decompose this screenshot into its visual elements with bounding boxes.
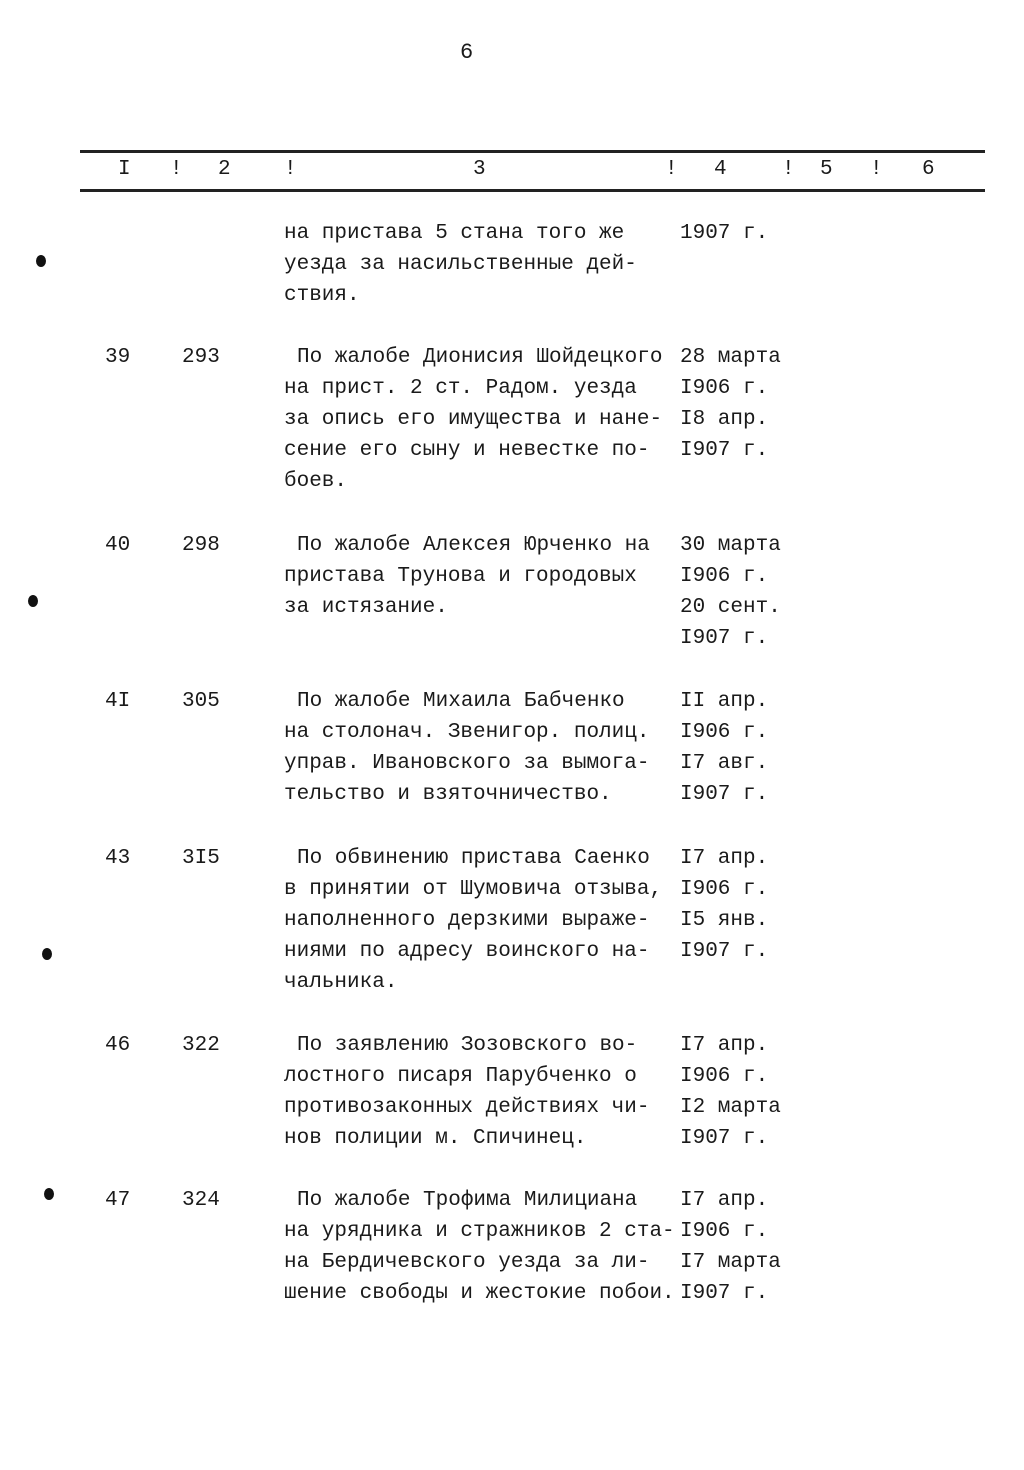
file-number: 3I5	[182, 847, 220, 870]
header-top-rule	[80, 150, 985, 153]
entry-dates	[680, 218, 768, 249]
date-line: I7 авг.	[680, 752, 769, 775]
entry-description	[284, 1185, 675, 1309]
file-number: 305	[182, 690, 220, 713]
date-line: I5 янв.	[680, 909, 769, 932]
description-line: сение его сыну и невестке по-	[284, 439, 650, 462]
entry-dates	[680, 530, 781, 654]
date-line: I906 г.	[680, 878, 769, 901]
header-sep: !	[782, 158, 795, 181]
date-line: I906 г.	[680, 1220, 769, 1243]
date-line: I906 г.	[680, 377, 769, 400]
header-col6: 6	[922, 158, 935, 181]
entry-dates	[680, 1030, 781, 1154]
description-line: уезда за насильственные дей-	[284, 253, 637, 276]
date-line: II апр.	[680, 690, 769, 713]
date-line: I7 апр.	[680, 847, 769, 870]
entry-description	[284, 686, 649, 810]
entry-description	[284, 843, 662, 998]
file-number: 324	[182, 1189, 220, 1212]
date-line: 28 марта	[680, 346, 781, 369]
entry-dates	[680, 686, 768, 810]
file-number: 298	[182, 534, 220, 557]
header-sep: !	[284, 158, 297, 181]
description-line: наполненного дерзкими выраже-	[284, 909, 650, 932]
description-line: По жалобе Алексея Юрченко на	[297, 534, 650, 557]
description-line: По жалобе Трофима Милициана	[297, 1189, 638, 1212]
date-line: I8 апр.	[680, 408, 769, 431]
description-line: боев.	[284, 470, 348, 493]
date-line: I907 г.	[680, 940, 769, 963]
header-col3: 3	[473, 158, 486, 181]
description-line: По обвинению пристава Саенко	[297, 847, 650, 870]
description-line: По заявлению Зозовского во-	[297, 1034, 638, 1057]
description-line: на прист. 2 ст. Радом. уезда	[284, 377, 637, 400]
description-line: за истязание.	[284, 596, 448, 619]
header-col2: 2	[218, 158, 231, 181]
date-line: 20 сент.	[680, 596, 781, 619]
entry-number: 40	[105, 534, 131, 557]
header-sep: !	[170, 158, 183, 181]
date-line: I2 марта	[680, 1096, 781, 1119]
punch-hole-mark	[44, 1188, 54, 1200]
description-line: По жалобе Дионисия Шойдецкого	[297, 346, 663, 369]
entry-dates	[680, 843, 768, 967]
entry-description	[284, 530, 650, 623]
date-line: I7 апр.	[680, 1189, 769, 1212]
description-line: противозаконных действиях чи-	[284, 1096, 650, 1119]
date-line: I907 г.	[680, 783, 769, 806]
entry-description	[284, 1030, 649, 1154]
punch-hole-mark	[36, 255, 46, 267]
punch-hole-mark	[42, 948, 52, 960]
file-number: 293	[182, 346, 220, 369]
date-line: I907 г.	[680, 1127, 769, 1150]
description-line: ниями по адресу воинского на-	[284, 940, 650, 963]
page-number: 6	[460, 40, 474, 65]
entry-number: 47	[105, 1189, 131, 1212]
date-line: I906 г.	[680, 721, 769, 744]
entry-description	[284, 218, 637, 311]
entry-dates	[680, 342, 781, 466]
entry-description	[284, 342, 662, 497]
description-line: на урядника и стражников 2 ста-	[284, 1220, 675, 1243]
description-line: шение свободы и жестокие побои.	[284, 1282, 675, 1305]
description-line: лостного писаря Парубченко о	[284, 1065, 637, 1088]
description-line: за опись его имущества и нане-	[284, 408, 663, 431]
entry-number: 43	[105, 847, 131, 870]
description-line: на пристава 5 стана того же	[284, 222, 625, 245]
header-sep: !	[665, 158, 678, 181]
date-line: I907 г.	[680, 439, 769, 462]
date-line: I907 г.	[680, 1282, 769, 1305]
description-line: на Бердичевского уезда за ли-	[284, 1251, 650, 1274]
entry-number: 46	[105, 1034, 131, 1057]
date-line: I7 апр.	[680, 1034, 769, 1057]
entry-number: 39	[105, 346, 131, 369]
header-col4: 4	[714, 158, 727, 181]
date-line: I7 марта	[680, 1251, 781, 1274]
date-line: 30 марта	[680, 534, 781, 557]
header-bottom-rule	[80, 189, 985, 192]
date-line: I906 г.	[680, 565, 769, 588]
header-col5: 5	[820, 158, 833, 181]
punch-hole-mark	[28, 595, 38, 607]
description-line: управ. Ивановского за вымога-	[284, 752, 650, 775]
description-line: ствия.	[284, 284, 360, 307]
description-line: пристава Трунова и городовых	[284, 565, 637, 588]
header-sep: !	[870, 158, 883, 181]
date-line: I907 г.	[680, 627, 769, 650]
date-line: 1907 г.	[680, 222, 769, 245]
entry-number: 4I	[105, 690, 131, 713]
header-col1: I	[118, 158, 131, 181]
description-line: нов полиции м. Спичинец.	[284, 1127, 587, 1150]
description-line: на столонач. Звенигор. полиц.	[284, 721, 650, 744]
description-line: в принятии от Шумовича отзыва,	[284, 878, 663, 901]
description-line: чальника.	[284, 971, 398, 994]
entry-dates	[680, 1185, 781, 1309]
description-line: По жалобе Михаила Бабченко	[297, 690, 625, 713]
date-line: I906 г.	[680, 1065, 769, 1088]
description-line: тельство и взяточничество.	[284, 783, 612, 806]
file-number: 322	[182, 1034, 220, 1057]
